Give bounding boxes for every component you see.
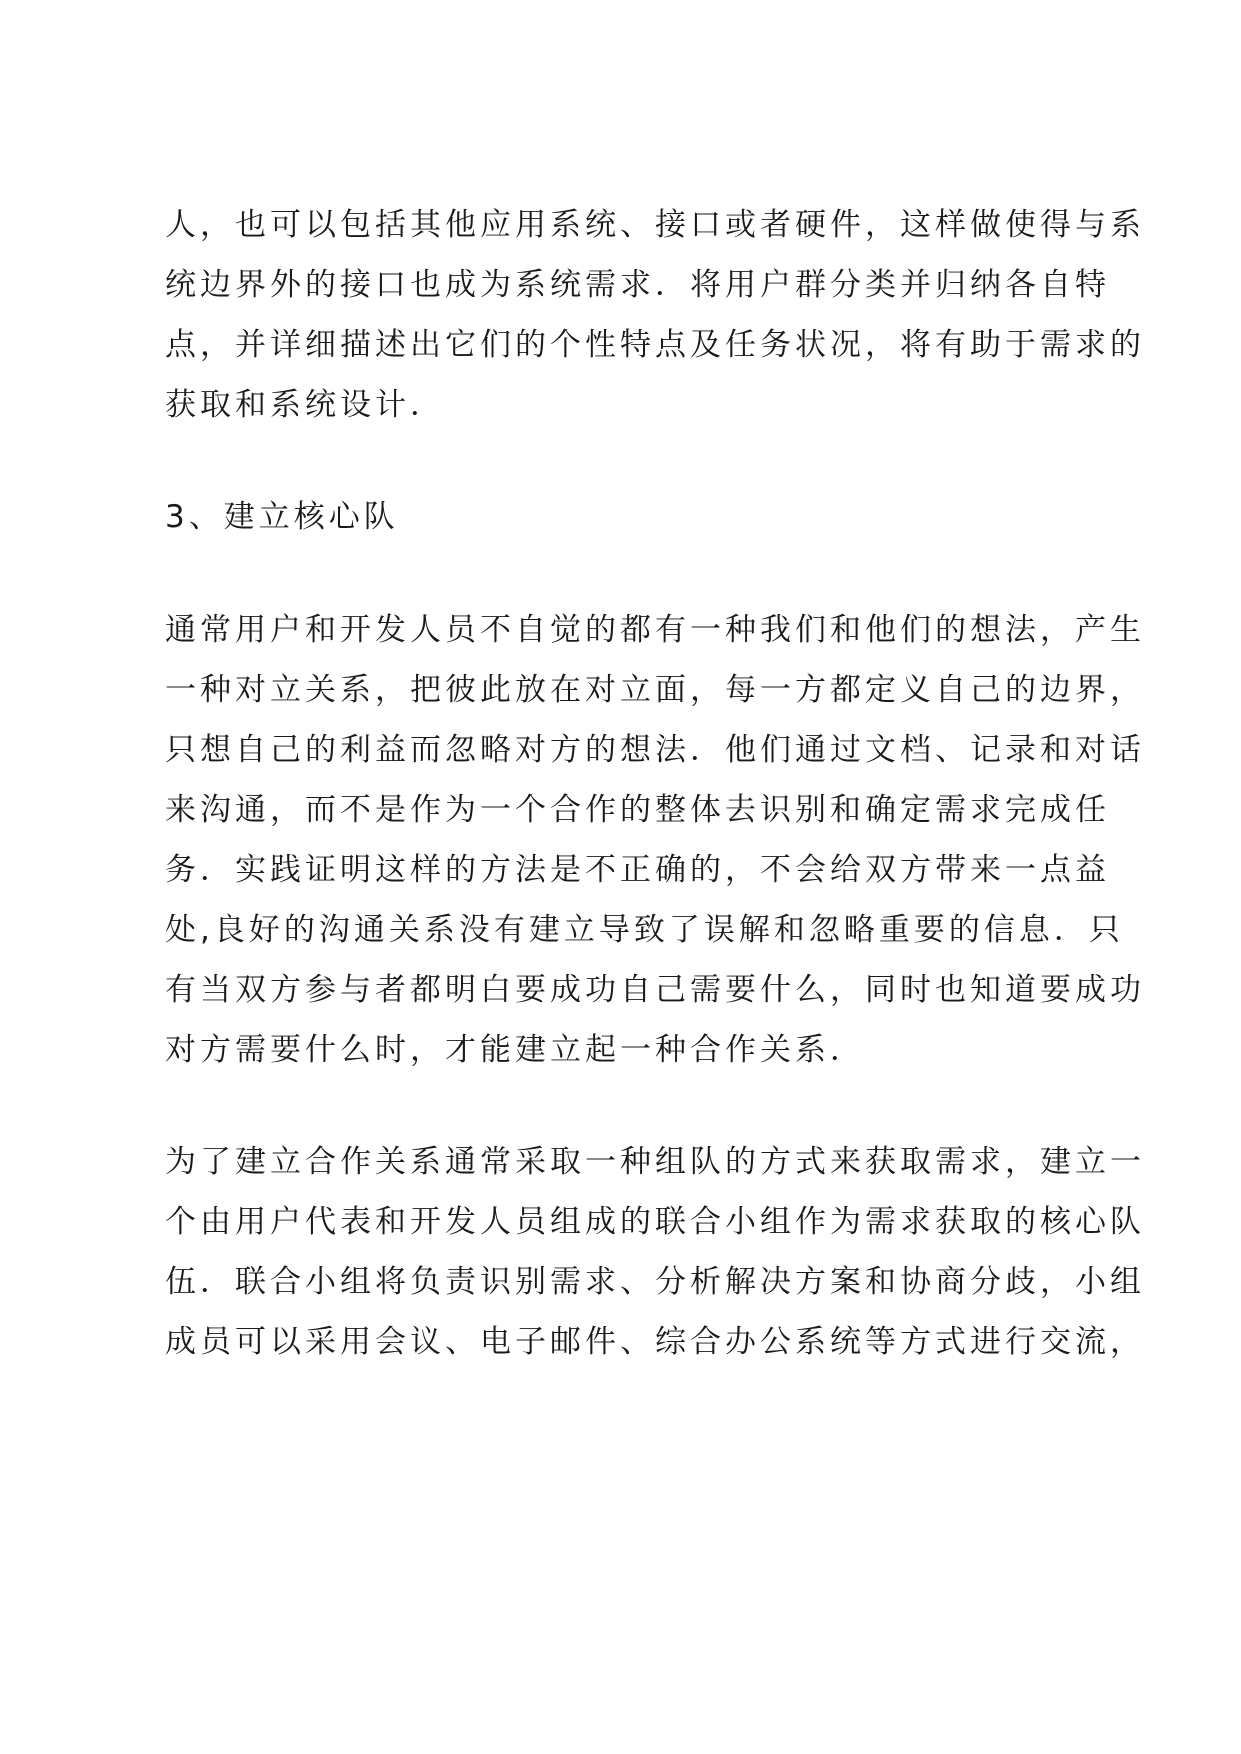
text-line: 处,良好的沟通关系没有建立导致了误解和忽略重要的信息．只 — [165, 912, 1124, 948]
text-line: 有当双方参与者都明白要成功自己需要什么，同时也知道要成功 — [165, 972, 1145, 1008]
text-line: 伍．联合小组将负责识别需求、分析解决方案和协商分歧，小组 — [165, 1264, 1145, 1300]
text-line: 点，并详细描述出它们的个性特点及任务状况，将有助于需求的 — [165, 327, 1145, 363]
text-line: 务．实践证明这样的方法是不正确的，不会给双方带来一点益 — [165, 852, 1110, 888]
text-line: 人，也可以包括其他应用系统、接口或者硬件，这样做使得与系 — [165, 207, 1145, 243]
text-line: 为了建立合作关系通常采取一种组队的方式来获取需求，建立一 — [165, 1144, 1145, 1180]
text-line: 一种对立关系，把彼此放在对立面，每一方都定义自己的边界， — [165, 672, 1145, 708]
text-line: 通常用户和开发人员不自觉的都有一种我们和他们的想法，产生 — [165, 612, 1145, 648]
text-line: 成员可以采用会议、电子邮件、综合办公系统等方式进行交流， — [165, 1324, 1145, 1360]
text-line: 统边界外的接口也成为系统需求．将用户群分类并归纳各自特 — [165, 267, 1110, 303]
text-line: 只想自己的利益而忽略对方的想法．他们通过文档、记录和对话 — [165, 732, 1145, 768]
text-line: 获取和系统设计． — [165, 387, 445, 423]
text-line: 个由用户代表和开发人员组成的联合小组作为需求获取的核心队 — [165, 1204, 1145, 1240]
text-line: 来沟通，而不是作为一个合作的整体去识别和确定需求完成任 — [165, 792, 1110, 828]
section-heading: 3、建立核心队 — [165, 499, 399, 535]
text-line: 对方需要什么时，才能建立起一种合作关系． — [165, 1032, 865, 1068]
